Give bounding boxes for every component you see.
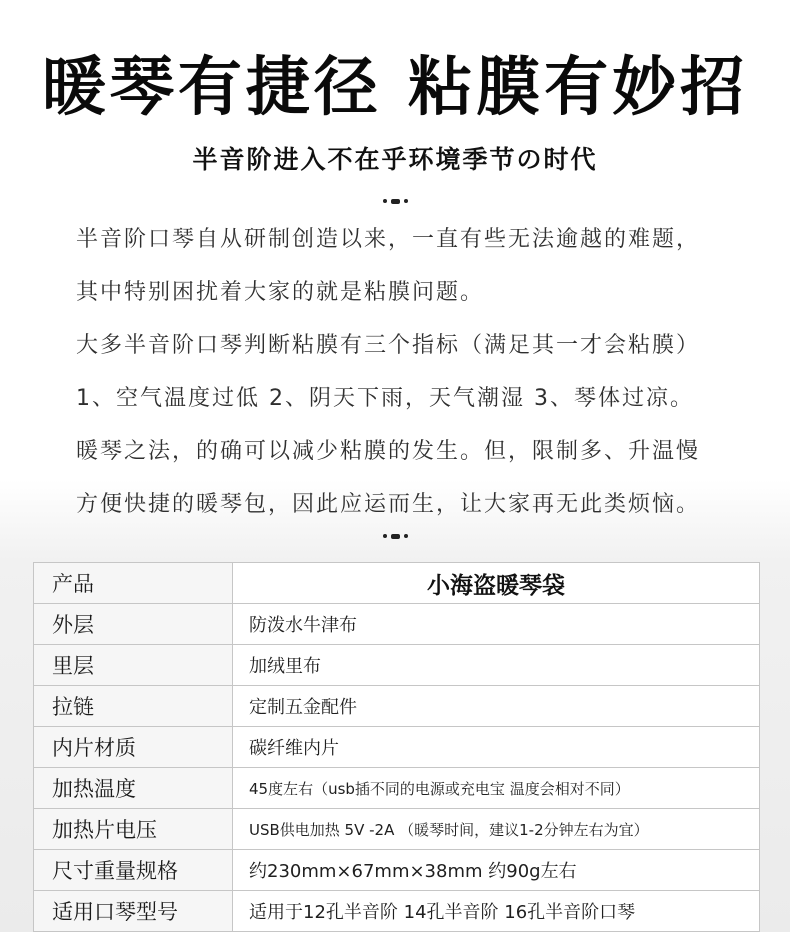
product-label: 产品 (34, 563, 233, 604)
divider-dot (404, 534, 408, 538)
table-row (34, 809, 760, 850)
row-value: 加绒里布 (233, 645, 760, 686)
divider-dot (383, 534, 387, 538)
intro-paragraph-line: 大多半音阶口琴判断粘膜有三个指标（满足其一才会粘膜） (76, 333, 701, 358)
spec-table (33, 562, 760, 932)
row-value: 定制五金配件 (233, 686, 760, 727)
intro-paragraph-line: 暖琴之法，的确可以减少粘膜的发生。但，限制多、升温慢 (76, 439, 701, 464)
table-row (34, 891, 760, 932)
intro-paragraph-line: 1、空气温度过低 2、阴天下雨，天气潮湿 3、琴体过凉。 (76, 386, 694, 411)
subheadline: 半音阶进入不在乎环境季节の时代 (192, 145, 598, 174)
row-value: 防泼水牛津布 (233, 604, 760, 645)
table-row (34, 727, 760, 768)
dot-divider-top (377, 198, 413, 204)
table-row (34, 850, 760, 891)
row-label: 加热片电压 (34, 809, 233, 850)
row-value: USB供电加热 5V -2A （暖琴时间，建议1-2分钟左右为宜） (233, 809, 760, 850)
dot-divider-bottom (377, 533, 413, 539)
divider-dash (391, 199, 400, 204)
intro-paragraph-line: 半音阶口琴自从研制创造以来，一直有些无法逾越的难题， (76, 227, 701, 252)
row-value: 约230mm×67mm×38mm 约90g左右 (233, 850, 760, 891)
headline: 暖琴有捷径 粘膜有妙招 (41, 51, 749, 125)
row-label: 适用口琴型号 (34, 891, 233, 932)
table-row (34, 686, 760, 727)
product-name: 小海盗暖琴袋 (233, 563, 760, 604)
row-label: 外层 (34, 604, 233, 645)
divider-dot (383, 199, 387, 203)
intro-paragraph-line: 其中特别困扰着大家的就是粘膜问题。 (76, 280, 485, 305)
table-row (34, 645, 760, 686)
row-label: 拉链 (34, 686, 233, 727)
row-value: 45度左右（usb插不同的电源或充电宝 温度会相对不同） (233, 768, 760, 809)
row-label: 里层 (34, 645, 233, 686)
divider-dash (391, 534, 400, 539)
intro-paragraph-line: 方便快捷的暖琴包，因此应运而生，让大家再无此类烦恼。 (76, 492, 701, 517)
row-label: 内片材质 (34, 727, 233, 768)
row-value: 碳纤维内片 (233, 727, 760, 768)
divider-dot (404, 199, 408, 203)
row-value: 适用于12孔半音阶 14孔半音阶 16孔半音阶口琴 (233, 891, 760, 932)
table-row (34, 604, 760, 645)
row-label: 加热温度 (34, 768, 233, 809)
table-row (34, 563, 760, 604)
row-label: 尺寸重量规格 (34, 850, 233, 891)
table-row (34, 768, 760, 809)
